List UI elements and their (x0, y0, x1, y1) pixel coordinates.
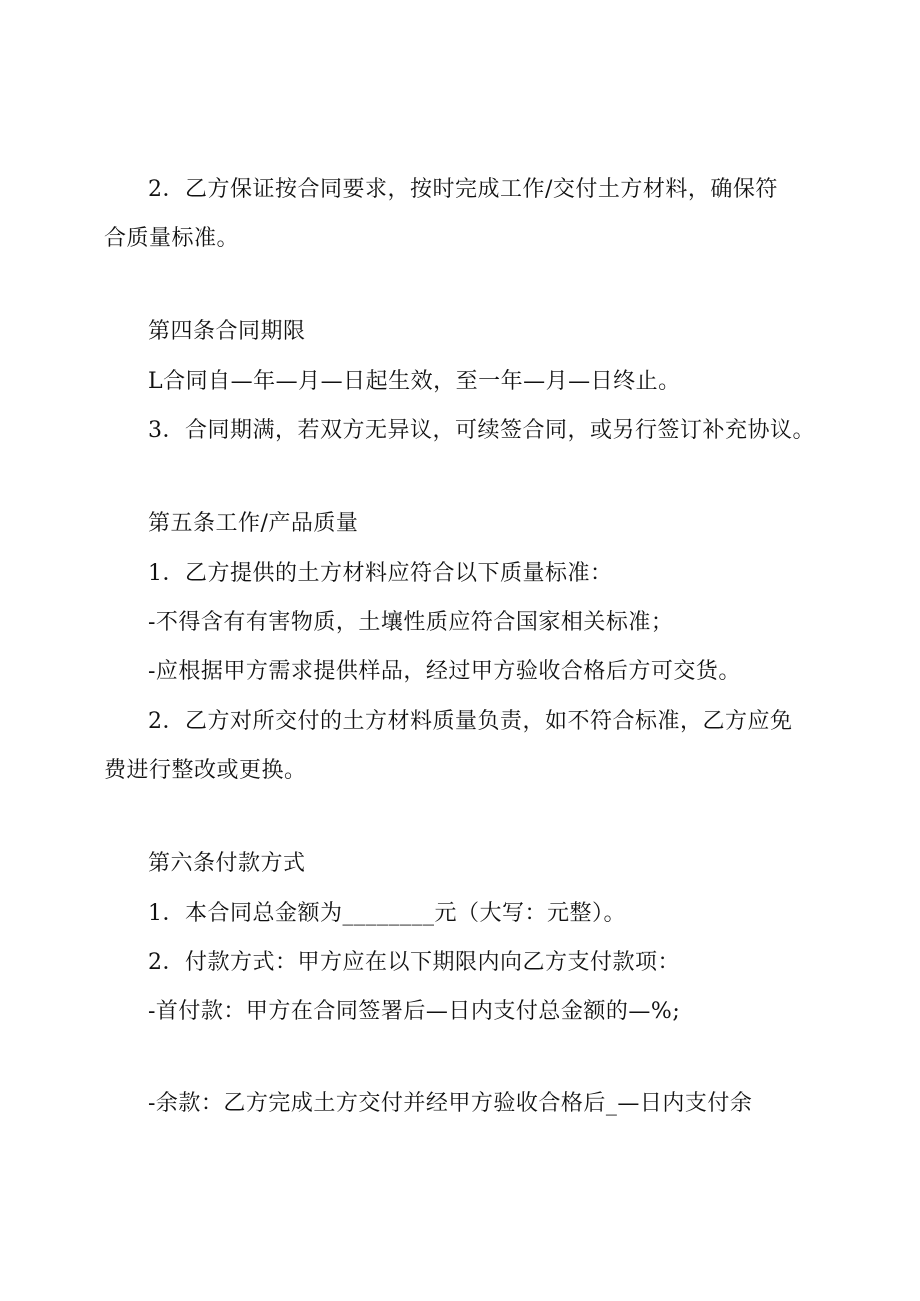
clause-4-1: L合同自—年—月—日起生效，至一年—月—日终止。 (148, 369, 681, 394)
clause-5-1-item-1: -不得含有有害物质，土壤性质应符合国家相关标准； (148, 610, 674, 635)
clause-6-2-item-1: -首付款：甲方在合同签署后—日内支付总金额的—%; (148, 999, 681, 1024)
clause-6-2-item-2: -余款：乙方完成土方交付并经甲方验收合格后_—日内支付余 (148, 1091, 753, 1116)
section-heading-term: 第四条合同期限 (148, 319, 306, 344)
section-heading-payment: 第六条付款方式 (148, 851, 306, 876)
clause-3-2-line-1: 2．乙方保证按合同要求，按时完成工作/交付土方材料，确保符 (148, 177, 778, 202)
clause-4-3: 3．合同期满，若双方无异议，可续签合同，或另行签订补充协议。 (148, 418, 815, 443)
clause-5-2-line-1: 2．乙方对所交付的土方材料质量负责，如不符合标准，乙方应免 (148, 709, 793, 734)
clause-5-2-line-2: 费进行整改或更换。 (104, 758, 307, 783)
clause-5-1: 1．乙方提供的土方材料应符合以下质量标准： (148, 561, 613, 586)
clause-3-2-line-2: 合质量标准。 (104, 226, 240, 251)
clause-6-2: 2．付款方式：甲方应在以下期限内向乙方支付款项： (148, 950, 680, 975)
clause-6-1: 1．本合同总金额为________元（大写：元整）。 (148, 901, 626, 926)
clause-5-1-item-2: -应根据甲方需求提供样品，经过甲方验收合格后方可交货。 (148, 659, 741, 684)
section-heading-quality: 第五条工作/产品质量 (148, 511, 359, 536)
